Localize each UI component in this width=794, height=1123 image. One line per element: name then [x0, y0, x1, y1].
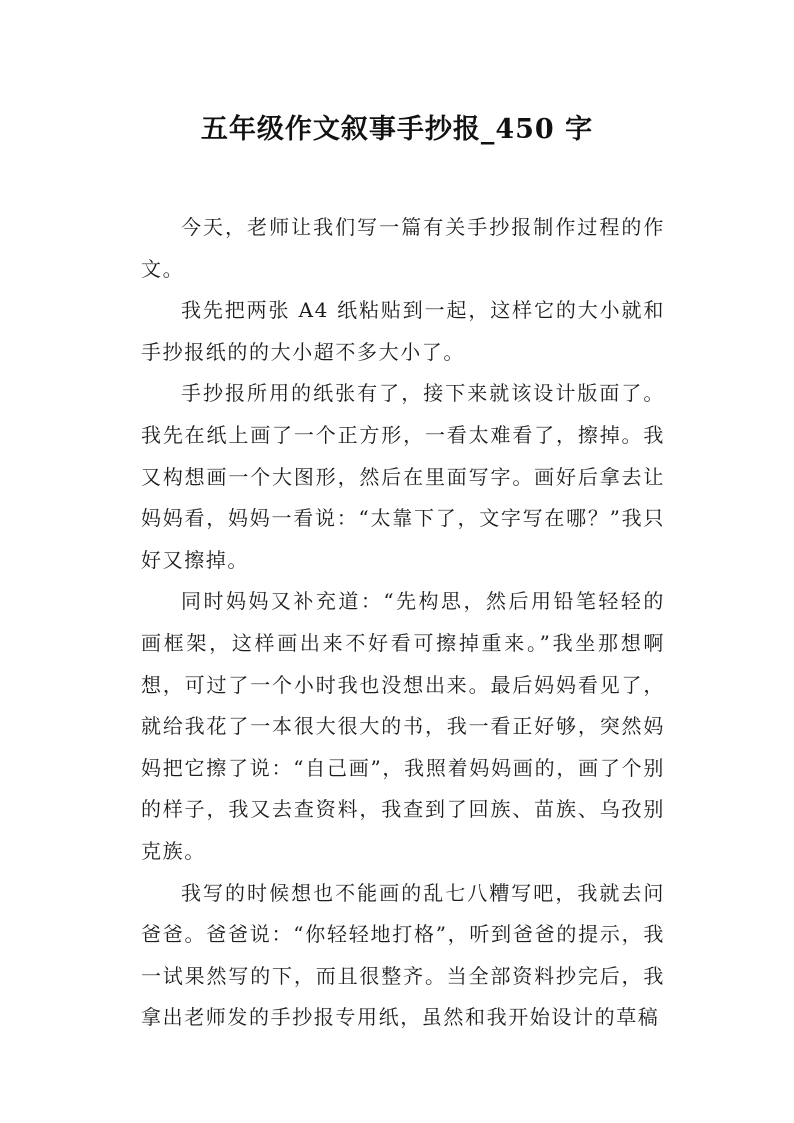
- paragraph-2: 我先把两张 A4 纸粘贴到一起，这样它的大小就和手抄报纸的的大小超不多大小了。: [141, 298, 665, 364]
- paragraph-3: 手抄报所用的纸张有了，接下来就该设计版面了。我先在纸上画了一个正方形，一看太难看了，擦掉。我又构想画一个大图形，然后在里面写字。画好后拿去让妈妈看，妈妈一看说：“太靠下了，文字写在哪？”我只好又擦掉。: [141, 381, 665, 572]
- document-body: [141, 207, 665, 1039]
- paragraph-1: 今天，老师让我们写一篇有关手抄报制作过程的作文。: [141, 215, 665, 281]
- paragraph-5: 我写的时候想也不能画的乱七八糟写吧，我就去问爸爸。爸爸说：“你轻轻地打格”，听到爸爸的提示，我一试果然写的下，而且很整齐。当全部资料抄完后，我拿出老师发的手抄报专用纸，虽然和我开始设计的草稿: [141, 880, 665, 1030]
- document-title: 五年级作文叙事手抄报_450 字: [200, 114, 594, 145]
- paragraph-4: 同时妈妈又补充道：“先构思，然后用铅笔轻轻的画框架，这样画出来不好看可擦掉重来。”我坐那想啊想，可过了一个小时我也没想出来。最后妈妈看见了，就给我花了一本很大很大的书，我一看正好够，突然妈妈把它擦了说：“自己画”，我照着妈妈画的，画了个别的样子，我又去查资料，我查到了回族、苗族、乌孜别克族。: [141, 589, 665, 863]
